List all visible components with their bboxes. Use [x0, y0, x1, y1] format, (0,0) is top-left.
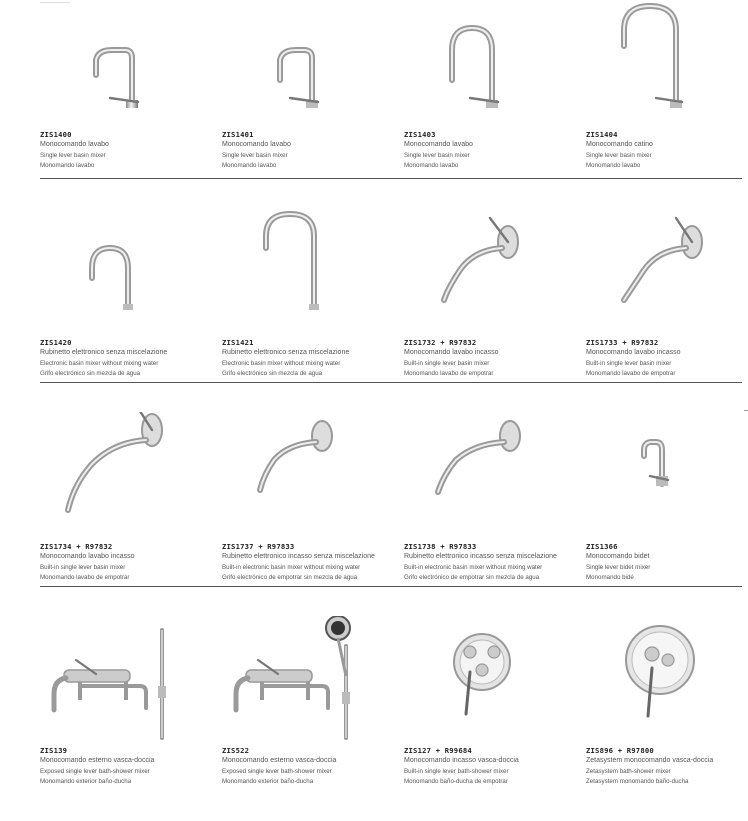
description-italian: Monocomando lavabo incasso: [40, 553, 135, 560]
product-code: ZIS139: [40, 746, 68, 755]
product-code: ZIS1400: [40, 130, 72, 139]
electronic-tall-spout-icon: [222, 208, 392, 336]
description-italian: Monocomando lavabo: [404, 141, 473, 148]
description-english: Zetasystem bath-shower mixer: [586, 768, 671, 775]
electronic-short-spout-icon: [40, 208, 210, 336]
short-basin-mixer-icon: [222, 0, 392, 128]
wall-spout-long-icon: [404, 412, 574, 540]
product-code: ZIS1420: [40, 338, 72, 347]
row-divider: [40, 178, 742, 179]
product-code: ZIS1734 + R97832: [40, 542, 113, 551]
product-card[interactable]: [222, 0, 392, 205]
description-spanish: Monomando lavabo: [586, 162, 641, 169]
product-card[interactable]: [586, 0, 748, 205]
description-italian: Rubinetto elettronico incasso senza miscelazione: [222, 553, 375, 560]
description-italian: Monocomando lavabo: [40, 141, 109, 148]
bath-shower-mixer-icon: [40, 616, 210, 744]
round-plate-mixer-icon: [586, 616, 748, 744]
product-code: ZIS127 + R99684: [404, 746, 472, 755]
product-code: ZIS896 + R97800: [586, 746, 654, 755]
wall-mixer-icon: [586, 208, 748, 336]
product-code: ZIS522: [222, 746, 250, 755]
product-card[interactable]: [404, 616, 574, 821]
row-divider: [40, 382, 742, 383]
description-english: Single lever bidet mixer: [586, 564, 651, 571]
product-code: ZIS1421: [222, 338, 254, 347]
page-edge-mark: [744, 410, 748, 411]
description-spanish: Monomando lavabo: [404, 162, 459, 169]
description-english: Electronic basin mixer without mixing water: [40, 360, 159, 367]
short-basin-mixer-icon: [40, 0, 210, 128]
product-row: [0, 0, 748, 205]
bath-shower-mixer-hand-shower-icon: [222, 616, 392, 744]
description-english: Built-in single lever bath-shower mixer: [404, 768, 509, 775]
description-spanish: Monomando lavabo: [222, 162, 277, 169]
product-card[interactable]: [40, 616, 210, 821]
description-spanish: Monomando lavabo de empotrar: [586, 370, 676, 377]
description-english: Built-in single lever basin mixer: [404, 360, 490, 367]
description-spanish: Monomando lavabo: [40, 162, 95, 169]
description-spanish: Monomando baño-ducha de empotrar: [404, 778, 508, 785]
product-card[interactable]: [404, 0, 574, 205]
description-english: Single lever basin mixer: [404, 152, 470, 159]
clipped-heading-remnant: ―――――: [40, 0, 70, 6]
description-spanish: Grifo electrónico sin mezcla de agua: [40, 370, 141, 377]
wall-mixer-icon: [404, 208, 574, 336]
description-italian: Rubinetto elettronico incasso senza miscelazione: [404, 553, 557, 560]
description-italian: Monocomando esterno vasca-doccia: [222, 757, 337, 764]
description-english: Built-in single lever basin mixer: [40, 564, 126, 571]
product-card[interactable]: [586, 616, 748, 821]
description-spanish: Monomando bidé: [586, 574, 634, 581]
description-spanish: Monomando lavabo de empotrar: [404, 370, 494, 377]
product-row: [0, 616, 748, 821]
description-italian: Rubinetto elettronico senza miscelazione: [222, 349, 350, 356]
extra-tall-basin-mixer-icon: [586, 0, 748, 128]
product-card[interactable]: [40, 0, 210, 205]
description-italian: Monocomando lavabo: [222, 141, 291, 148]
product-code: ZIS1732 + R97832: [404, 338, 477, 347]
description-english: Built-in electronic basin mixer without mixing water: [222, 564, 361, 571]
description-italian: Monocomando lavabo incasso: [404, 349, 499, 356]
description-italian: Monocomando bidet: [586, 553, 650, 560]
description-spanish: Zetasystem monomando baño-ducha: [586, 778, 689, 785]
description-english: Built-in single lever basin mixer: [586, 360, 672, 367]
bidet-mixer-icon: [586, 412, 748, 540]
description-spanish: Grifo electrónico de empotrar sin mezcla de agua: [404, 574, 540, 581]
row-divider: [40, 586, 742, 587]
built-in-diverter-icon: [404, 616, 574, 744]
product-code: ZIS1403: [404, 130, 436, 139]
description-spanish: Grifo electrónico sin mezcla de agua: [222, 370, 323, 377]
product-code: ZIS1738 + R97833: [404, 542, 477, 551]
description-english: Built-in electronic basin mixer without mixing water: [404, 564, 543, 571]
product-code: ZIS1401: [222, 130, 254, 139]
product-code: ZIS1366: [586, 542, 618, 551]
wall-mixer-long-icon: [40, 412, 210, 540]
description-spanish: Grifo electrónico de empotrar sin mezcla de agua: [222, 574, 358, 581]
description-italian: Monocomando catino: [586, 141, 653, 148]
product-code: ZIS1733 + R97832: [586, 338, 659, 347]
description-spanish: Monomando exterior baño-ducha: [222, 778, 314, 785]
description-italian: Zetasystem monocomando vasca-doccia: [586, 757, 714, 764]
description-english: Single lever basin mixer: [40, 152, 106, 159]
wall-spout-icon: [222, 412, 392, 540]
description-spanish: Monomando exterior baño-ducha: [40, 778, 132, 785]
product-code: ZIS1737 + R97833: [222, 542, 295, 551]
description-spanish: Monomando lavabo de empotrar: [40, 574, 130, 581]
description-italian: Monocomando esterno vasca-doccia: [40, 757, 155, 764]
product-card[interactable]: [222, 616, 392, 821]
tall-basin-mixer-icon: [404, 0, 574, 128]
description-english: Exposed single lever bath-shower mixer: [40, 768, 150, 775]
description-italian: Monocomando incasso vasca-doccia: [404, 757, 519, 764]
description-italian: Monocomando lavabo incasso: [586, 349, 681, 356]
description-english: Single lever basin mixer: [586, 152, 652, 159]
product-code: ZIS1404: [586, 130, 618, 139]
description-italian: Rubinetto elettronico senza miscelazione: [40, 349, 168, 356]
description-english: Exposed single lever bath-shower mixer: [222, 768, 332, 775]
description-english: Electronic basin mixer without mixing water: [222, 360, 341, 367]
description-english: Single lever basin mixer: [222, 152, 288, 159]
